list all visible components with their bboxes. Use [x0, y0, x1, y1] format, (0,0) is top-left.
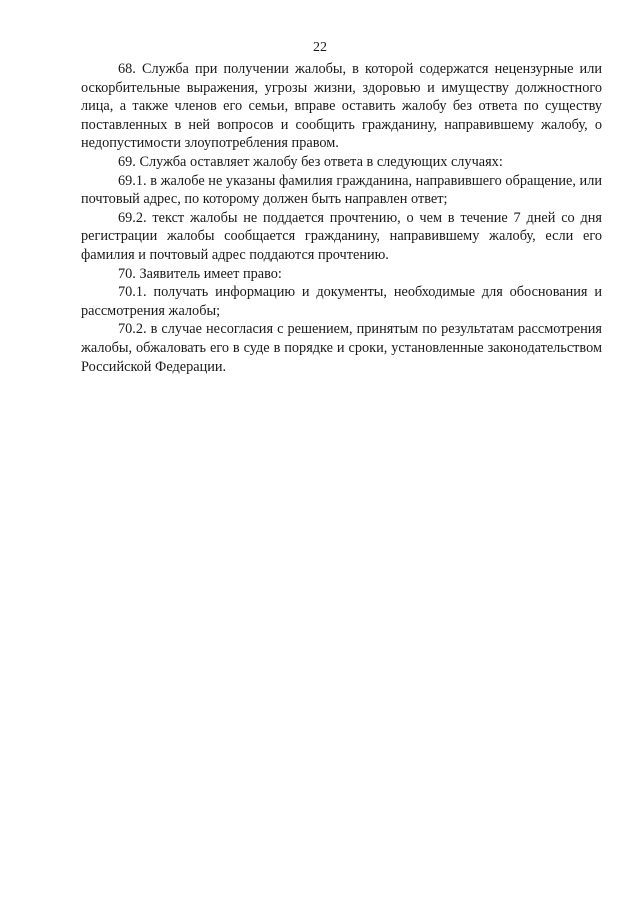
paragraph-68: 68. Служба при получении жалобы, в которой содержатся нецензурные или оскорбительные выражения, угрозы жизни, здоровью и имуществу должностного лица, а также членов его семьи, вправе оставить жалобу без ответа по существу поставленных в ней вопросов и сообщить гражданину, направившему жалобу, о недопустимости злоупотребления правом. — [81, 61, 602, 152]
paragraph-69: 69. Служба оставляет жалобу без ответа в следующих случаях: — [118, 153, 503, 170]
paragraph-70: 70. Заявитель имеет право: — [118, 265, 282, 282]
paragraph-70-2: 70.2. в случае несогласия с решением, принятым по результатам рассмотрения жалобы, обжаловать его в суде в порядке и сроки, установленные законодательством Российской Федерации. — [81, 321, 602, 375]
paragraph-69-1: 69.1. в жалобе не указаны фамилия гражданина, направившего обращение, или почтовый адрес, по которому должен быть направлен ответ; — [81, 172, 602, 208]
paragraph-70-1: 70.1. получать информацию и документы, необходимые для обоснования и рассмотрения жалобы; — [81, 284, 602, 319]
page-number: 22 — [313, 40, 327, 55]
paragraph-69-2: 69.2. текст жалобы не поддается прочтению, о чем в течение 7 дней со дня регистрации жалобы сообщается гражданину, направившему жалобу, если его фамилия и почтовый адрес поддаются прочтению. — [81, 209, 602, 263]
document-body — [81, 60, 602, 376]
